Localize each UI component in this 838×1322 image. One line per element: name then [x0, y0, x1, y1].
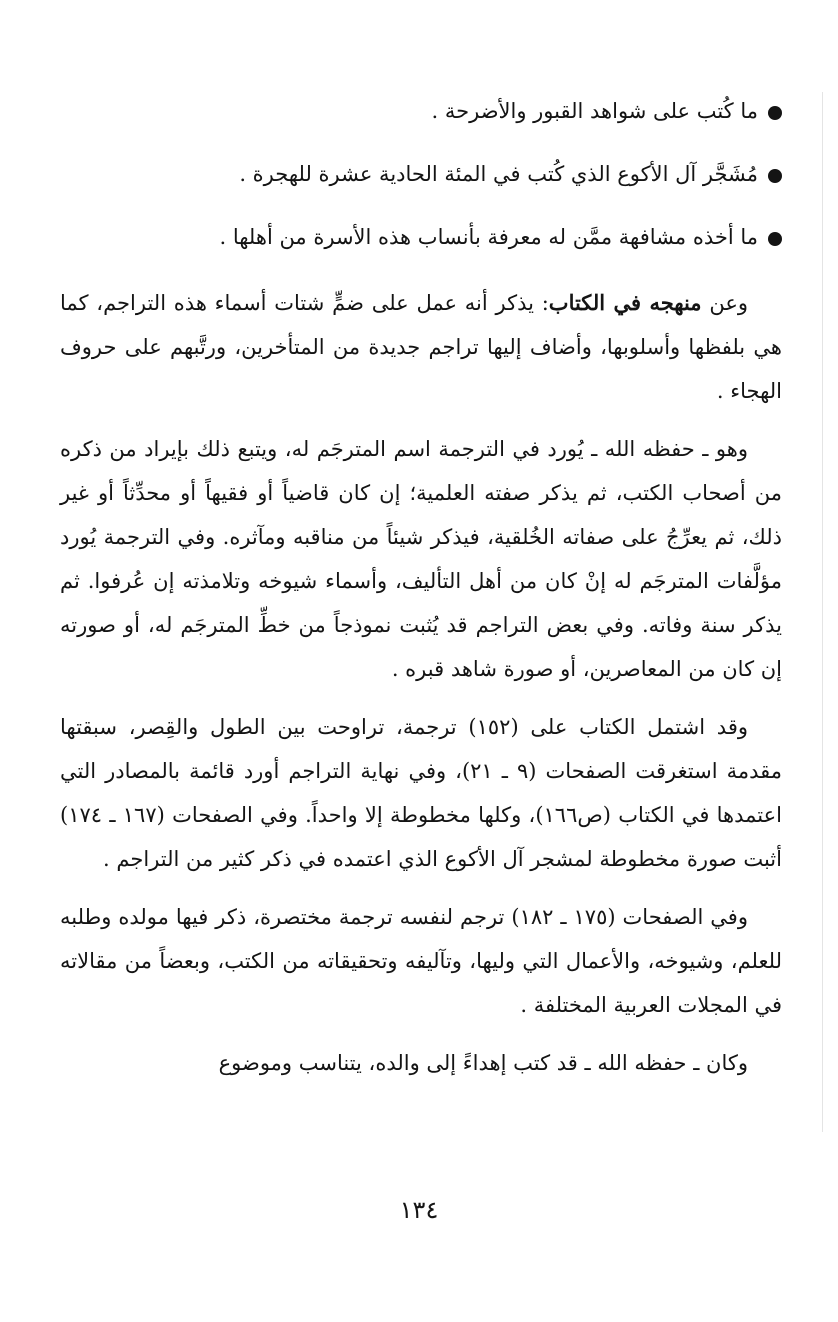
paragraph-lead: وعن — [701, 291, 748, 315]
bullet-item-1 — [60, 92, 782, 130]
paragraph-entry-structure: وهو ـ حفظه الله ـ يُورد في الترجمة اسم المترجَم له، ويتبع ذلك بإيراد من ذكره من أصحاب الكتب، ثم يذكر صفته العلمية؛ إن كان قاضياً أو فقيهاً أو محدِّثاً أو غير ذلك، ثم يعرِّجُ على صفاته الخُلقية، فيذكر شيئاً من مناقبه ومآثره. وفي الترجمة يُورد مؤلَّفات المترجَم له إنْ كان من أهل التأليف، وأسماء شيوخه وتلامذته إن عُرفوا. ثم يذكر سنة وفاته. وفي بعض التراجم قد يُثبت نموذجاً من خطِّ المترجَم له، أو صورته إن كان من المعاصرين، أو صورة شاهد قبره . — [60, 437, 782, 681]
paragraph-method — [60, 281, 782, 413]
page-body — [60, 92, 782, 1099]
paragraph-heading-bold: منهجه في الكتاب — [548, 290, 702, 315]
page-edge-line — [822, 92, 823, 1132]
bullet-item-2 — [60, 155, 782, 193]
paragraph-contents: وقد اشتمل الكتاب على (١٥٢) ترجمة، تراوحت بين الطول والقِصر، سبقتها مقدمة استغرقت الصفحات (٩ ـ ٢١)، وفي نهاية التراجم أورد قائمة بالمصادر التي اعتمدها في الكتاب (ص١٦٦)، وكلها مخطوطة إلا واحداً. وفي الصفحات (١٦٧ ـ ١٧٤) أثبت صورة مخطوطة لمشجر آل الأكوع الذي اعتمده في ذكر كثير من التراجم . — [60, 715, 782, 871]
bullet-item-3 — [60, 218, 782, 256]
paragraph-text: : يذكر أنه عمل على ضمٍّ شتات أسماء هذه التراجم، كما هي بلفظها وأسلوبها، وأضاف إليها تراجم جديدة من المتأخرين، ورتَّبهم على حروف الهجاء . — [60, 291, 782, 403]
bullet-dot-icon — [768, 232, 782, 246]
paragraph-self-biography: وفي الصفحات (١٧٥ ـ ١٨٢) ترجم لنفسه ترجمة مختصرة، ذكر فيها مولده وطلبه للعلم، وشيوخه، والأعمال التي وليها، وتآليفه وتحقيقاته من الكتب، وبعضاً من مقالاته في المجلات العربية المختلفة . — [60, 905, 782, 1017]
bullet-text: ما كُتب على شواهد القبور والأضرحة . — [431, 99, 758, 123]
paragraph-dedication: وكان ـ حفظه الله ـ قد كتب إهداءً إلى والده، يتناسب وموضوع — [218, 1051, 748, 1075]
bullet-dot-icon — [768, 169, 782, 183]
bullet-text: ما أخذه مشافهة ممَّن له معرفة بأنساب هذه الأسرة من أهلها . — [219, 225, 758, 249]
bullet-text: مُشَجَّر آل الأكوع الذي كُتب في المئة الحادية عشرة للهجرة . — [239, 162, 758, 186]
bullet-dot-icon — [768, 106, 782, 120]
page-number: ١٣٤ — [399, 1196, 439, 1224]
